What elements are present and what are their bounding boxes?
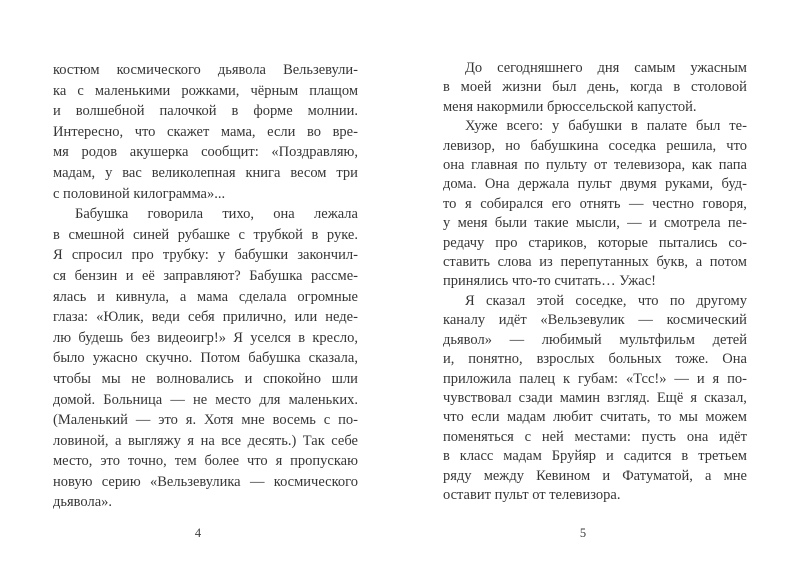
text-line: то я собирался его отнять — честно говоря, [443, 195, 747, 212]
text-line: дьявол» — любимый мультфильм детей [443, 331, 747, 348]
text-line: Бабушка говорила тихо, она лежала [75, 206, 358, 223]
text-line: ся бензин и её заправляют? Бабушка рассме- [53, 267, 358, 284]
text-line: дьявола». [53, 494, 113, 511]
text-line: с половиной килограмма»... [53, 185, 226, 202]
text-line: лю будешь без видеоигр!» Я уселся в кресло, [53, 329, 358, 346]
text-line: было ужасно скучно. Потом бабушка сказала, [53, 350, 358, 367]
text-line: и волшебной палочкой в форме молнии. [53, 103, 358, 120]
text-line: домой. Больница — не место для маленьких. [53, 391, 358, 408]
page-number-left: 4 [194, 526, 202, 540]
text-line: Я сказал этой соседке, что по другому [465, 292, 747, 309]
text-line: новую серию «Вельзевулика — космического [53, 473, 358, 490]
text-line: Хуже всего: у бабушки в палате был те- [465, 118, 747, 135]
text-line: в смешной синей рубашке с трубкой в руке. [53, 226, 358, 243]
text-line: мя родов акушерка сообщит: «Поздравляю, [53, 144, 358, 161]
text-line: чувствовал сзади мамин взгляд. Ещё я сказал, [443, 389, 747, 406]
text-line: она главная по пульту от телевизора, как папа [443, 157, 747, 174]
text-line: что если мадам любит считать, то мы можем [443, 409, 747, 426]
text-line: ряду между Кевином и Фатуматой, а мне [443, 467, 747, 484]
text-line: каналу идёт «Вельзевулик — космический [443, 312, 747, 329]
text-line: поменяться с ней местами: пусть она идёт [443, 428, 747, 445]
text-line: место, это точно, тем более что я пропускаю [53, 453, 358, 470]
text-line: ставить слова из перепутанных букв, а потом [443, 254, 747, 271]
text-line: ка с маленькими рожками, чёрным плащом [53, 82, 358, 99]
text-line: ялась и кивнула, а мама сделала огромные [53, 288, 358, 305]
text-line: редачу про стариков, которые пытались со- [443, 234, 747, 251]
book-page-right [443, 59, 747, 505]
text-line: принялись что-то считать… Ужас! [443, 273, 656, 290]
text-line: оставит пульт от телевизора. [443, 486, 621, 503]
text-line: костюм космического дьявола Вельзевули- [53, 62, 358, 78]
book-page-left [53, 60, 358, 513]
text-line: в моей жизни был день, когда в столовой [443, 79, 747, 96]
text-line: До сегодняшнего дня самым ужасным [465, 60, 747, 76]
text-line: Я спросил про трубку: у бабушки закончил- [53, 247, 358, 264]
page-number-right: 5 [579, 526, 587, 540]
text-line: дома. Она держала пульт двумя руками, буд- [443, 176, 747, 193]
text-line: ловиной, а выгляжу я на все десять.) Так себе [53, 432, 358, 449]
text-line: приложила палец к губам: «Тсс!» — и я по- [443, 370, 747, 387]
text-line: (Маленький — это я. Хотя мне восемь с по- [53, 412, 358, 429]
text-line: чтобы мы не волновались и спокойно шли [53, 370, 358, 387]
text-line: левизор, но бабушкина соседка решила, что [443, 137, 747, 154]
text-line: глаза: «Юлик, веди себя прилично, или неде- [53, 309, 358, 326]
text-line: и, понятно, взрослых больных тоже. Она [443, 351, 747, 368]
text-line: у меня были такие мысли, — и смотрела пе- [443, 215, 747, 232]
text-line: в класс мадам Бруйяр и садится в третьем [443, 448, 747, 465]
text-line: мадам, у вас великолепная книга весом три [53, 164, 358, 181]
text-line: Интересно, что скажет мама, если во вре- [53, 123, 358, 140]
text-line: меня накормили брюссельской капустой. [443, 98, 697, 115]
